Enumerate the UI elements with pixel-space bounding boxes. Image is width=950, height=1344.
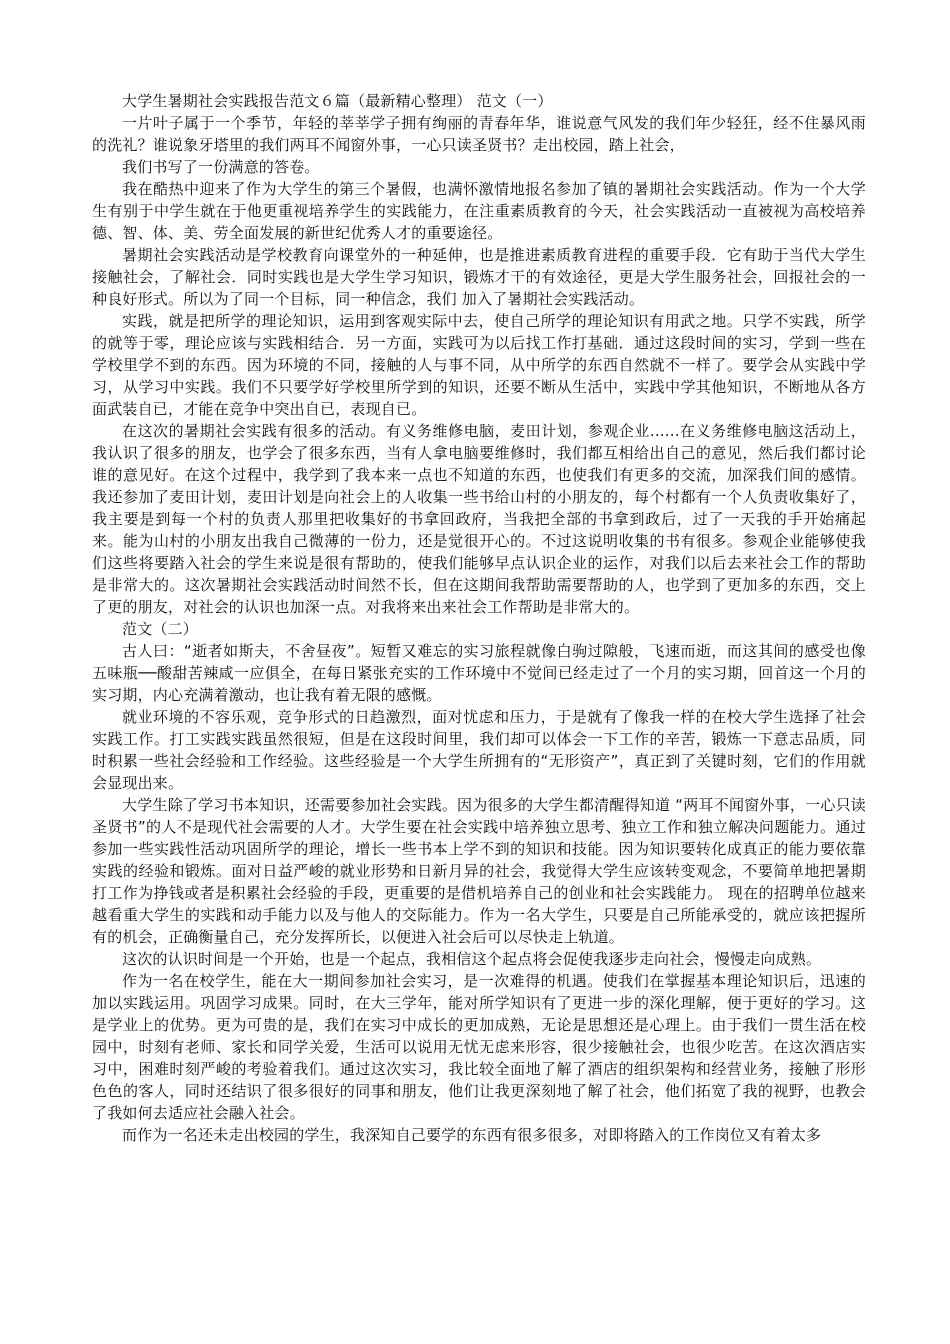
paragraph: 而作为一名还未走出校园的学生，我深知自己要学的东西有很多很多，对即将踏入的工作岗位又有着太多: [122, 1126, 822, 1144]
paragraph: 作为一名在校学生，能在大一期间参加社会实习，是一次难得的机遇。使我们在掌握基本理论知识后，迅速的加以实践运用。巩固学习成果。同时，在大三学年，能对所学知识有了更进一步的深化理解，便于更好的学习。这是学业上的优势。更为可贵的是，我们在实习中成长的更加成熟，无论是思想还是心理上。由于我们一贯生活在校园中，时刻有老师、家长和同学关爱，生活可以说用无忧无虑来形容，很少接触社会，也很少吃苦。在这次酒店实习中，困难时刻严峻的考验着我们。通过这次实习，我比较全面地了解了酒店的组织架构和经营业务，接触了形形色色的客人，同时还结识了很多很好的同事和朋友，他们让我更深刻地了解了社会，他们拓宽了我的视野，也教会了我如何去适应社会融入社会。: [92, 972, 866, 1122]
section-heading: 范文（二）: [122, 620, 199, 638]
paragraph: 暑期社会实践活动是学校教育向课堂外的一种延伸，也是推进素质教育进程的重要手段．它有助于当代大学生接触社会，了解社会．同时实践也是大学生学习知识，锻炼才干的有效途径，更是大学生服务社会，回报社会的一种良好形式。所以为了同一个目标，同一种信念，我们 加入了暑期社会实践活动。: [92, 246, 866, 308]
paragraph: 古人曰：“逝者如斯夫，不舍昼夜”。短暂又难忘的实习旅程就像白驹过隙般，飞速而逝，而这其间的感受也像五味瓶──酸甜苦辣咸一应俱全，在每日紧张充实的工作环境中不觉间已经走过了一个月的实习期，回首这一个月的实习期，内心充满着激动，也让我有着无限的感慨。: [92, 642, 866, 704]
paragraph: 我们书写了一份满意的答卷。: [122, 158, 320, 176]
paragraph: 就业环境的不容乐观，竞争形式的日趋激烈，面对忧虑和压力，于是就有了像我一样的在校大学生选择了社会实践工作。打工实践实践虽然很短，但是在这段时间里，我们却可以体会一下工作的辛苦，锻炼一下意志品质，同时积累一些社会经验和工作经验。这些经验是一个大学生所拥有的“无形资产”，真正到了关键时刻，它们的作用就会显现出来。: [92, 708, 866, 792]
document-title: 大学生暑期社会实践报告范文６篇（最新精心整理） 范文（一）: [122, 92, 553, 110]
paragraph: 大学生除了学习书本知识，还需要参加社会实践。因为很多的大学生都清醒得知道 “两耳不闻窗外事，一心只读圣贤书”的人不是现代社会需要的人才。大学生要在社会实践中培养独立思考、独立工作和独立解决问题能力。通过参加一些实践性活动巩固所学的理论，增长一些书本上学不到的知识和技能。因为知识要转化成真正的能力要依靠实践的经验和锻炼。面对日益严峻的就业形势和日新月异的社会，我觉得大学生应该转变观念，不要简单地把暑期打工作为挣钱或者是积累社会经验的手段，更重要的是借机培养自己的创业和社会实践能力。 现在的招聘单位越来越看重大学生的实践和动手能力以及与他人的交际能力。作为一名大学生，只要是自己所能承受的，就应该把握所有的机会，正确衡量自己，充分发挥所长，以便进入社会后可以尽快走上轨道。: [92, 796, 866, 946]
paragraph: 在这次的暑期社会实践有很多的活动。有义务维修电脑，麦田计划，参观企业......在义务维修电脑这活动上，我认识了很多的朋友，也学会了很多东西，当有人拿电脑要维修时，我们都互相给出自己的意见，然后我们都讨论谁的意见好。在这个过程中，我学到了我本来一点也不知道的东西，也使我们有更多的交流，加深我们间的感情。我还参加了麦田计划，麦田计划是向社会上的人收集一些书给山村的小朋友的，每个村都有一个人负责收集好了，我主要是到每一个村的负责人那里把收集好的书拿回政府，当我把全部的书拿到政后，过了一天我的手开始痛起来。能为山村的小朋友出我自己微薄的一份力，还是觉很开心的。不过这说明收集的书有很多。参观企业能够使我们这些将要踏入社会的学生来说是很有帮助的，使我们能够早点认识企业的运作，对我们以后去来社会工作的帮助是非常大的。这次暑期社会实践活动时间然不长，但在这期间我帮助需要帮助的人，也学到了更加多的东西，交上了更的朋友，对社会的认识也加深一点。对我将来出来社会工作帮助是非常大的。: [92, 422, 866, 616]
paragraph: 我在酷热中迎来了作为大学生的第三个暑假，也满怀激情地报名参加了镇的暑期社会实践活动。作为一个大学生有别于中学生就在于他更重视培养学生的实践能力，在注重素质教育的今天，社会实践活动一直被视为高校培养德、智、体、美、劳全面发展的新世纪优秀人才的重要途径。: [92, 180, 866, 242]
paragraph: 实践，就是把所学的理论知识，运用到客观实际中去，使自己所学的理论知识有用武之地。只学不实践，所学的就等于零，理论应该与实践相结合．另一方面，实践可为以后找工作打基础．通过这段时间的实习，学到一些在学校里学不到的东西。因为环境的不同，接触的人与事不同，从中所学的东西自然就不一样了。要学会从实践中学习，从学习中实践。我们不只要学好学校里所学到的知识，还要不断从生活中，实践中学其他知识，不断地从各方面武装自已，才能在竞争中突出自已，表现自已。: [92, 312, 866, 418]
document-page: [92, 90, 866, 1146]
paragraph: 一片叶子属于一个季节，年轻的莘莘学子拥有绚丽的青春年华，谁说意气风发的我们年少轻狂，经不住暴风雨的洗礼？谁说象牙塔里的我们两耳不闻窗外事，一心只读圣贤书？走出校园，踏上社会，: [92, 114, 866, 154]
paragraph: 这次的认识时间是一个开始，也是一个起点，我相信这个起点将会促使我逐步走向社会，慢慢走向成熟。: [122, 950, 822, 968]
